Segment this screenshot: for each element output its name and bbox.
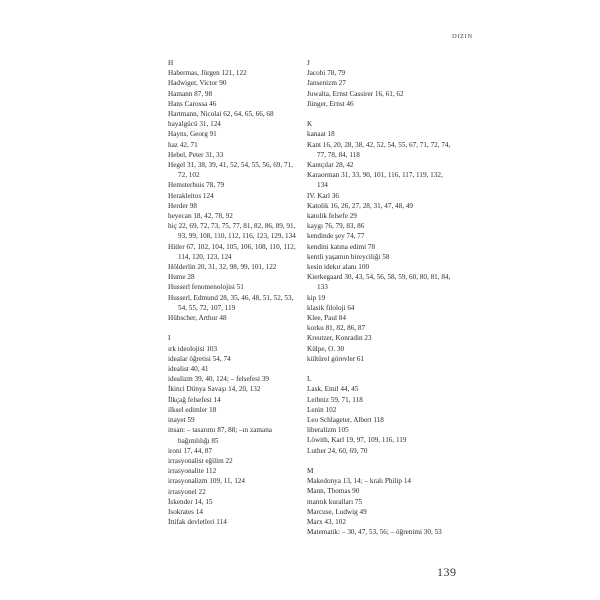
index-entry: Hitler 67, 102, 104, 105, 106, 108, 110, 112, 114, 120, 123, 124: [168, 242, 296, 261]
index-entry: Lask, Emil 44, 45: [307, 385, 359, 394]
index-entry: Kreutzer, Konradin 23: [307, 334, 372, 343]
index-entry: Husserl, Edmund 28, 35, 46, 48, 51, 52, 53, 54, 55, 72, 107, 119: [168, 293, 294, 312]
index-entry: Marcuse, Ludwig 49: [307, 507, 367, 516]
index-entry: Herakleitos 124: [168, 191, 214, 200]
index-section-letter: I: [168, 334, 171, 343]
index-entry: IV. Karl 36: [307, 191, 340, 200]
index-entry: kesin idekır alanı 100: [307, 263, 370, 272]
index-entry: ironi 17, 44, 87: [168, 446, 213, 455]
page-number: 139: [437, 565, 457, 579]
index-column-left: [168, 58, 302, 527]
index-entry: Makedonya 13, 14; – kralı Philip 14: [307, 477, 412, 486]
index-entry: Hans Carossa 46: [168, 99, 217, 108]
index-entry: hayalgücü 31, 124: [168, 120, 221, 129]
index-entry: katolik felsefe 29: [307, 212, 357, 221]
index-entry: Habermas, Jürgen 121, 122: [168, 69, 247, 78]
index-entry: İkinci Dünya Savaşı 14, 20, 132: [168, 385, 261, 394]
index-entry: Hayns, Georg 91: [168, 130, 217, 139]
index-entry: Matematik: – 30, 47, 53, 56; – öğrenimi 30, 53: [307, 528, 442, 537]
index-entry: irrasyonalite 112: [168, 467, 217, 476]
index-entry: Klee, Paul 84: [307, 314, 346, 323]
section-gap: [307, 364, 452, 374]
index-entry: İttifak devletleri 114: [168, 518, 227, 527]
index-entry: Leo Schlageter, Albert 118: [307, 416, 384, 425]
index-entry: İlkçağ felsefesi 14: [168, 395, 221, 404]
section-gap: [307, 456, 452, 466]
index-entry: ilksel edimler 18: [168, 405, 217, 414]
index-entry: Hamann 87, 98: [168, 89, 213, 98]
index-section-letter: J: [307, 59, 310, 67]
index-entry: Luther 24, 60, 69, 70: [307, 446, 368, 455]
index-entry: kanaat 18: [307, 130, 335, 139]
index-entry: kendinde şey 74, 77: [307, 232, 365, 241]
index-entry: kip 19: [307, 293, 326, 302]
index-entry: Kierkegaard 30, 43, 54, 56, 58, 59, 60, 80, 81, 84, 133: [307, 273, 451, 292]
index-entry: Jansenizm 27: [307, 79, 346, 88]
index-entry: Hebel, Peter 31, 33: [168, 150, 224, 159]
running-head: DIZIN: [452, 33, 473, 40]
index-entry: Hemsterhuis 78, 79: [168, 181, 225, 190]
index-entry: Hegel 31, 38, 39, 41, 52, 54, 55, 56, 69, 71, 72, 102: [168, 161, 293, 180]
index-entry: irrasyonalizm 109, 11, 124: [168, 477, 245, 486]
index-entry: haz 42, 71: [168, 140, 198, 149]
index-entry: Juwalta, Ernst Cassirer 16, 61, 62: [307, 89, 404, 98]
index-entry: Jacobi 78, 79: [307, 69, 346, 78]
index-column-right: [307, 58, 452, 538]
index-entry: Leibniz 59, 71, 118: [307, 395, 363, 404]
index-entry: Löwith, Karl 19, 97, 109, 116, 119: [307, 436, 407, 445]
index-entry: Katolik 16, 26, 27, 28, 31, 47, 48, 49: [307, 201, 414, 210]
section-gap: [307, 109, 452, 119]
index-entry: inayet 59: [168, 416, 195, 425]
index-section-letter: K: [307, 120, 313, 129]
index-entry: mantık kuralları 75: [307, 497, 363, 506]
index-entry: klasik filoloji 64: [307, 303, 355, 312]
index-entry: Isokrates 14: [168, 507, 203, 516]
index-entry: idealist 40, 41: [168, 365, 209, 374]
index-entry: irrasyonalist eğilim 22: [168, 456, 233, 465]
index-entry: hiç 22, 69, 72, 73, 75, 77, 81, 82, 86, 89, 91, 93, 99, 108, 110, 112, 116, 123, 129, 134: [168, 222, 296, 241]
index-section-letter: L: [307, 375, 312, 384]
index-entry: korku 81, 82, 86, 87: [307, 324, 366, 333]
index-entry: Hartmann, Nicolai 62, 64, 65, 66, 68: [168, 110, 274, 119]
index-entry: Lenin 102: [307, 405, 337, 414]
index-entry: Hübscher, Arthur 48: [168, 314, 227, 323]
index-entry: Hume 28: [168, 273, 195, 282]
index-entry: kültürel görevler 61: [307, 354, 365, 363]
section-gap: [168, 323, 302, 333]
index-entry: irrasyonel 22: [168, 487, 206, 496]
index-entry: liberalizm 105: [307, 426, 349, 435]
index-entry: Mann, Thomas 90: [307, 487, 360, 496]
index-entry: Jünger, Ernst 46: [307, 99, 354, 108]
index-entry: kendini katına edimi 78: [307, 242, 376, 251]
index-entry: Herder 98: [168, 201, 197, 210]
index-section-letter: H: [168, 59, 174, 67]
index-entry: Marx 43, 102: [307, 518, 346, 527]
index-entry: Husserl fenomenolojisi 51: [168, 283, 244, 292]
index-entry: idealar öğretisi 54, 74: [168, 354, 231, 363]
index-entry: Hadwiger, Victor 90: [168, 79, 227, 88]
index-entry: Kant 16, 20, 28, 38, 42, 52, 54, 55, 67, 71, 72, 74, 77, 78, 84, 118: [307, 140, 451, 159]
index-entry: İskender 14, 15: [168, 497, 213, 506]
index-entry: Hölderlin 20, 31, 32, 98, 99, 101, 122: [168, 263, 277, 272]
index-entry: kaygı 76, 79, 83, 86: [307, 222, 365, 231]
index-section-letter: M: [307, 467, 314, 476]
index-entry: insan: – tasarımı 87, 88; –ın zamana bağımlılığı 85: [168, 426, 272, 445]
index-entry: Kantçılar 28, 42: [307, 161, 354, 170]
index-entry: heyecan 18, 42, 78, 92: [168, 212, 233, 221]
index-entry: Karaorman 31, 33, 90, 101, 116, 117, 119, 132, 134: [307, 171, 443, 190]
index-entry: kentli yaşamın bireyciliği 58: [307, 252, 390, 261]
index-entry: ırk ideolojisi 103: [168, 344, 218, 353]
index-entry: idealizm 39, 40, 124; – felsefesi 39: [168, 375, 270, 384]
index-entry: Külpe, O. 30: [307, 344, 345, 353]
